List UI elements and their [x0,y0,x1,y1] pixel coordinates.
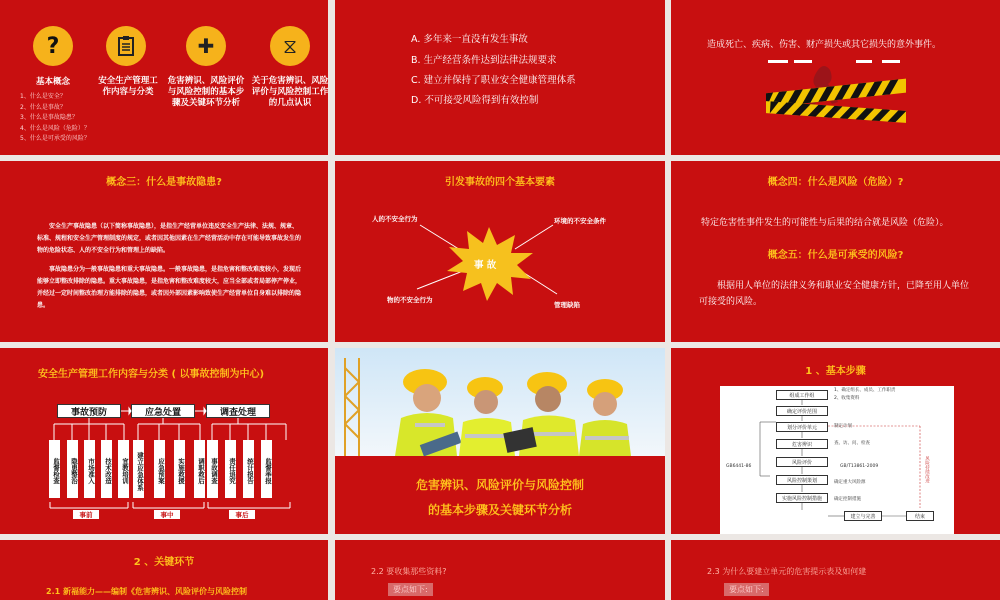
list-item: 3、什么是事故隐患？ [20,114,78,121]
item-box: 应急预案 [154,440,165,498]
phase-tag: 事前 [73,510,99,519]
burst-label: 事 故 [474,260,497,271]
flowchart [720,386,954,534]
list-item: 5、什么是可承受的风险？ [20,135,90,142]
agenda-item-1[interactable] [18,26,88,88]
slide-title: 2 、关键环节 [133,557,195,568]
phase-tag: 事后 [229,510,255,519]
slide-subtitle: 2.1 新福能力——编制《危害辨识、风险评价与风险控制 [46,587,247,596]
flow-box: 风险控制策划 [776,475,828,485]
item-box: 事故调查 [207,440,218,498]
dna-icon: ⧖ [270,26,310,66]
phase-tag: 事中 [154,510,180,519]
flow-box: 实施风险控制措施 [776,493,828,503]
item-box: 统计报告 [243,440,254,498]
item-box: 实施救援 [174,440,185,498]
concept4-text: 特定危害性事件发生的可能性与后果的结合就是风险（危险）。 [701,218,949,228]
list-item: 4、什么是风险（危险）？ [20,124,90,132]
flow-box: 建立与完善 [844,511,882,521]
flow-box: 危害辨识 [776,439,828,449]
element-label: 环境的不安全条件 [554,217,606,225]
item-box: 市场准入 [84,440,95,498]
slide-four-elements[interactable] [335,161,665,342]
slide-section-title[interactable] [335,348,665,534]
item-box: 建立应急体系 [133,440,144,498]
element-label: 人的不安全行为 [372,215,418,223]
clipboard-icon [106,26,146,66]
slide-title: 引发事故的四个基本要素 [445,177,555,188]
item-box: 监督检查 [49,440,60,498]
slide-concept3[interactable] [0,161,328,342]
slide-management-classification[interactable] [0,348,328,534]
slide-collect-materials[interactable] [335,540,665,600]
medical-icon: ✚ [186,26,226,66]
option-b[interactable]: B. 生产经营条件达到法律法规要求 [411,55,557,66]
category-prevention[interactable]: 事故预防 [57,404,121,418]
agenda-label-3: 危害辨识、风险评价与风险控制的基本步骤及关键环节分析 [167,76,245,108]
slide-title: 概念四：什么是风险（危险）? [767,177,904,188]
flow-code: GB6441-86 [726,464,752,469]
flow-note: 确定重大风险源 [834,480,866,485]
slide-agenda[interactable] [0,0,328,155]
definition-text: 造成死亡、疾病、伤害、财产损失或其它损失的意外事件。 [707,40,942,50]
slide-options[interactable] [335,0,665,155]
concept5-text: 根据用人单位的法律义务和职业安全健康方针，已降至用人单位可接受的风险。 [699,281,970,307]
slide-accident-definition[interactable] [671,0,1000,155]
agenda-label-4: 关于危害辨识、风险评价与风险控制工作的几点认识 [251,76,328,108]
option-c[interactable]: C. 建立并保持了职业安全健康管理体系 [411,75,576,86]
flow-box: 风险评价 [776,457,828,467]
paragraph-1: 安全生产事故隐患（以下简称事故隐患），是指生产经营单位违反安全生产法律、法规、规章、标准、规程和安全生产管理制度的规定，或者因其他因素在生产经营活动中存在可能导致事故发生的物的危险状态、人的不安全行为和管理上的缺陷。 [37,223,302,254]
agenda-item-2[interactable] [91,26,161,98]
agenda-label-2: 安全生产管理工作内容与分类 [98,76,158,97]
flow-note: 1、确定组长、成员、工作职责 [834,388,896,393]
slide-basic-steps[interactable] [671,348,1000,534]
item-box: 责任追究 [225,440,236,498]
item-box: 宣教培训 [118,440,129,498]
element-label: 物的不安全行为 [387,296,433,304]
slide-title: 概念三：什么是事故隐患? [106,177,222,188]
flow-box: 确定评价范围 [776,406,828,416]
item-box: 调职救后 [194,440,205,498]
option-d[interactable]: D. 不可接受风险得到有效控制 [411,95,539,106]
option-a[interactable]: A. 多年来一直没有发生事故 [411,34,528,45]
element-label: 管理缺陷 [554,301,580,309]
list-item: 2、什么是事故？ [20,103,66,111]
item-box: 技术改造 [101,440,112,498]
flow-code: GB/T13861-2009 [840,464,879,469]
agenda-item-4[interactable] [250,26,328,109]
slide-subtitle: 概念五：什么是可承受的风险? [767,250,904,261]
key-points-label[interactable]: 要点如下: [388,583,433,596]
flow-box: 组成工作组 [776,390,828,400]
caution-tape-image [766,58,906,128]
category-emergency[interactable]: 应急处置 [131,404,195,418]
slide-hazard-table[interactable] [671,540,1000,600]
flow-note: 制定计划 [834,424,852,429]
flow-note: 确定控制措施 [834,497,861,502]
slide-title: 1 、基本步骤 [805,366,866,377]
agenda-label-1: 基本概念 [35,77,70,87]
section-title-line2: 的基本步骤及关键环节分析 [427,503,572,517]
flow-note: 2、收集资料 [834,396,860,401]
elements-diagram [335,161,665,342]
question-icon: ? [33,26,73,66]
key-points-label[interactable]: 要点如下: [724,583,769,596]
slide-subtitle: 2.2 要收集那些资料? [371,567,447,576]
slide-key-links[interactable] [0,540,328,600]
flow-box: 结束 [906,511,934,521]
list-item: 1、什么是安全？ [20,93,66,100]
flow-box: 划分评价单元 [776,422,828,432]
item-box: 隐患整治 [67,440,78,498]
agenda-item-3[interactable] [166,26,246,109]
flow-note: 查、访、问、检查 [834,441,870,446]
slide-subtitle: 2.3 为什么要建立单元的危害提示表及如何建 [707,567,867,576]
item-box: 监督举报 [261,440,272,498]
slide-title: 安全生产管理工作内容与分类 ( 以事故控制为中心) [38,369,265,380]
slide-concept4-5[interactable] [671,161,1000,342]
workers-photo [335,348,665,456]
flow-note: 风险持续改进 [924,456,930,483]
paragraph-2: 事故隐患分为一般事故隐患和重大事故隐患。一般事故隐患，是指危害和整改难度较小，发现后能够立即整改排除的隐患。重大事故隐患，是指危害和整改难度较大，应当全部或者局部停产停业，并经过一定时间整改治理方能排除的隐患，或者因外部因素影响致使生产经营单位自身难以排除的隐患。 [37,266,302,309]
concept-list [20,92,90,145]
section-title-line1: 危害辨识、风险评价与风险控制 [415,478,584,492]
category-investigation[interactable]: 调查处理 [206,404,270,418]
